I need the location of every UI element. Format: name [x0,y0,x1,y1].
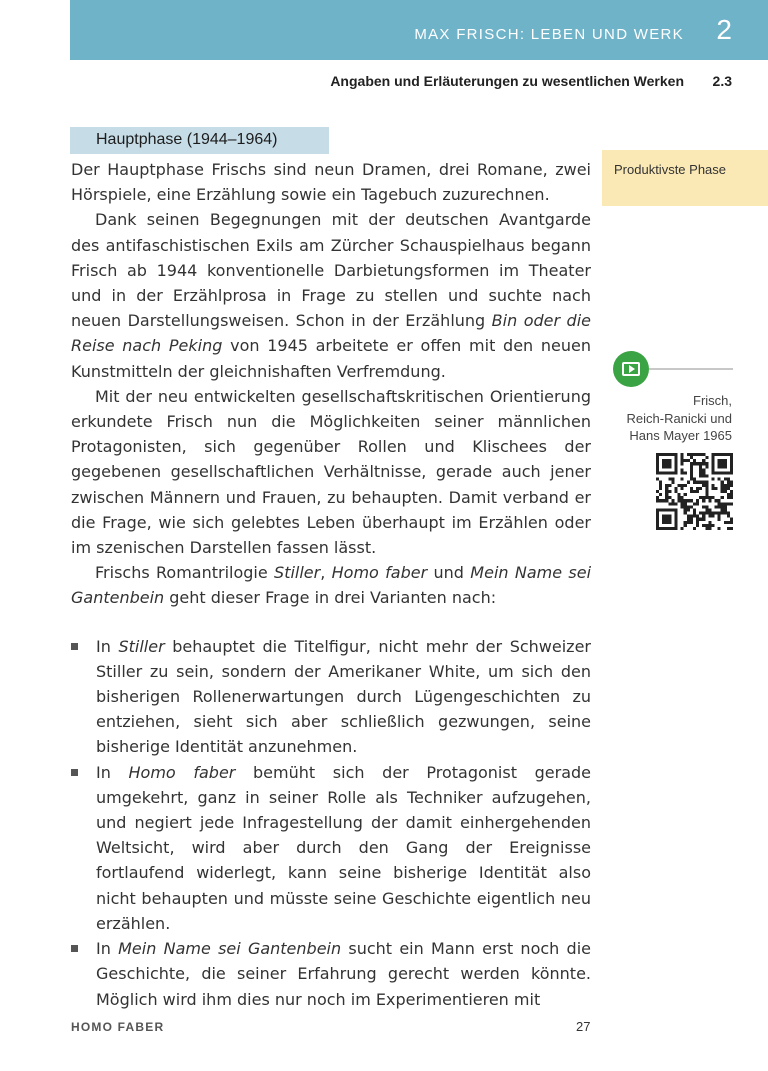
bullet-work-title: Homo faber [128,762,236,782]
video-play-icon[interactable] [613,351,649,387]
section-heading: Hauptphase (1944–1964) [96,131,278,148]
subheader [0,73,768,95]
margin-note-text: Produktivste Phase [614,162,727,177]
paragraph-4 [71,560,591,610]
paragraph-2-text-b: von 1945 arbeitete er offen mit den neuen Kunstmitteln der gleichnishaften Verfremdung. [71,336,592,381]
paragraph-4-text-c: und [427,563,471,583]
margin-note [602,150,768,206]
bullet-text: behauptet die Titelfigur, nicht mehr der Schweizer Stiller zu sein, sondern der Amerikaner White, um sich den bisherigen Rollenerwartungen durch Lügengeschichten zu entziehen, sieht sich aber schließlich gezwungen, seine bisherige Identität anzunehmen. [96,636,591,757]
paragraph-2 [71,207,591,383]
main-text [71,157,591,1012]
header-bar [70,0,768,60]
bullet-text-pre: In [96,636,119,656]
list-item [71,634,591,760]
running-header-title: MAX FRISCH: LEBEN UND WERK [414,26,684,43]
bullet-text: sucht ein Mann erst noch die Geschichte, die seiner Erfahrung gerecht werden könnte. Möglich wird ihm dies nur noch im Experimentieren mit [96,939,592,1009]
subheader-section-number: 2.3 [712,73,732,89]
bullet-text: bemüht sich der Protagonist gerade umgekehrt, ganz in seiner Rolle als Techniker aufzugehen, und negiert jede Infragestellung der damit einhergehenden Weltsicht, wird aber durch den Gang der Ereignisse fortlaufend widerlegt, kann seine bisherige Identität also nicht behaupten und müsste seine Geschichte eigentlich neu erzählen. [96,762,592,933]
page-number: 27 [576,1019,591,1034]
video-caption-line: Hans Mayer 1965 [629,428,732,443]
list-item [71,936,591,1012]
subheader-title: Angaben und Erläuterungen zu wesentlichen Werken [330,73,684,89]
work-title-bin: Bin oder die Reise nach Peking [71,311,591,356]
paragraph-4-text-b: , [320,563,332,583]
square-bullet-icon [71,945,78,952]
bullet-list [71,634,591,1012]
paragraph-1: Der Hauptphase Frischs sind neun Dramen, drei Romane, zwei Hörspiele, eine Erzählung sowie ein Tagebuch zuzurechnen. [71,160,591,205]
video-caption [627,392,733,445]
section-heading-box [70,127,329,154]
paragraph-2-text-a: Dank seinen Begegnungen mit der deutschen Avantgarde des antifaschistischen Exils am Zürcher Schauspielhaus begann Frisch ab 1944 konventionelle Darbietungsformen im Theater und in der Erzählprosa in Frage zu stellen und suchte nach neuen Darstellungsweisen. Schon in der Erzählung [71,210,591,331]
video-caption-line: Frisch, [693,393,732,408]
footer-book-title: HOMO FABER [71,1020,165,1034]
paragraph-4-text-a: Frischs Romantrilogie [95,563,275,583]
qr-code-icon[interactable] [656,453,733,530]
work-title-stiller: Stiller [274,563,321,583]
bullet-work-title: Mein Name sei Gantenbein [118,939,342,959]
chapter-number: 2 [716,14,732,45]
square-bullet-icon [71,643,78,650]
paragraph-4-text-d: geht dieser Frage in drei Varianten nach: [164,588,497,608]
work-title-gantenbein: Mein Name sei Gantenbein [71,563,592,608]
paragraph-3: Mit der neu entwickelten gesellschaftskritischen Orientierung erkundete Frisch nun die Möglichkeiten seiner männlichen Protagonisten, sich gegenüber Rollen und Klischees der gegebenen gesellschaftlichen Verhältnisse, gerade auch jener zwischen Männern und Frauen, zu behaupten. Damit verband er die Frage, wie sich gelebtes Leben überhaupt im Erzählen oder im szenischen Darstellen fassen lässt. [71,386,591,558]
bullet-text-pre: In [96,939,119,959]
video-caption-line: Reich-Ranicki und [626,410,732,426]
play-triangle-icon [629,365,635,373]
bullet-work-title: Stiller [118,636,165,656]
list-item [71,760,591,936]
work-title-homo-faber: Homo faber [331,563,428,583]
square-bullet-icon [71,769,78,776]
bullet-text-pre: In [96,762,129,782]
video-divider [649,368,733,370]
